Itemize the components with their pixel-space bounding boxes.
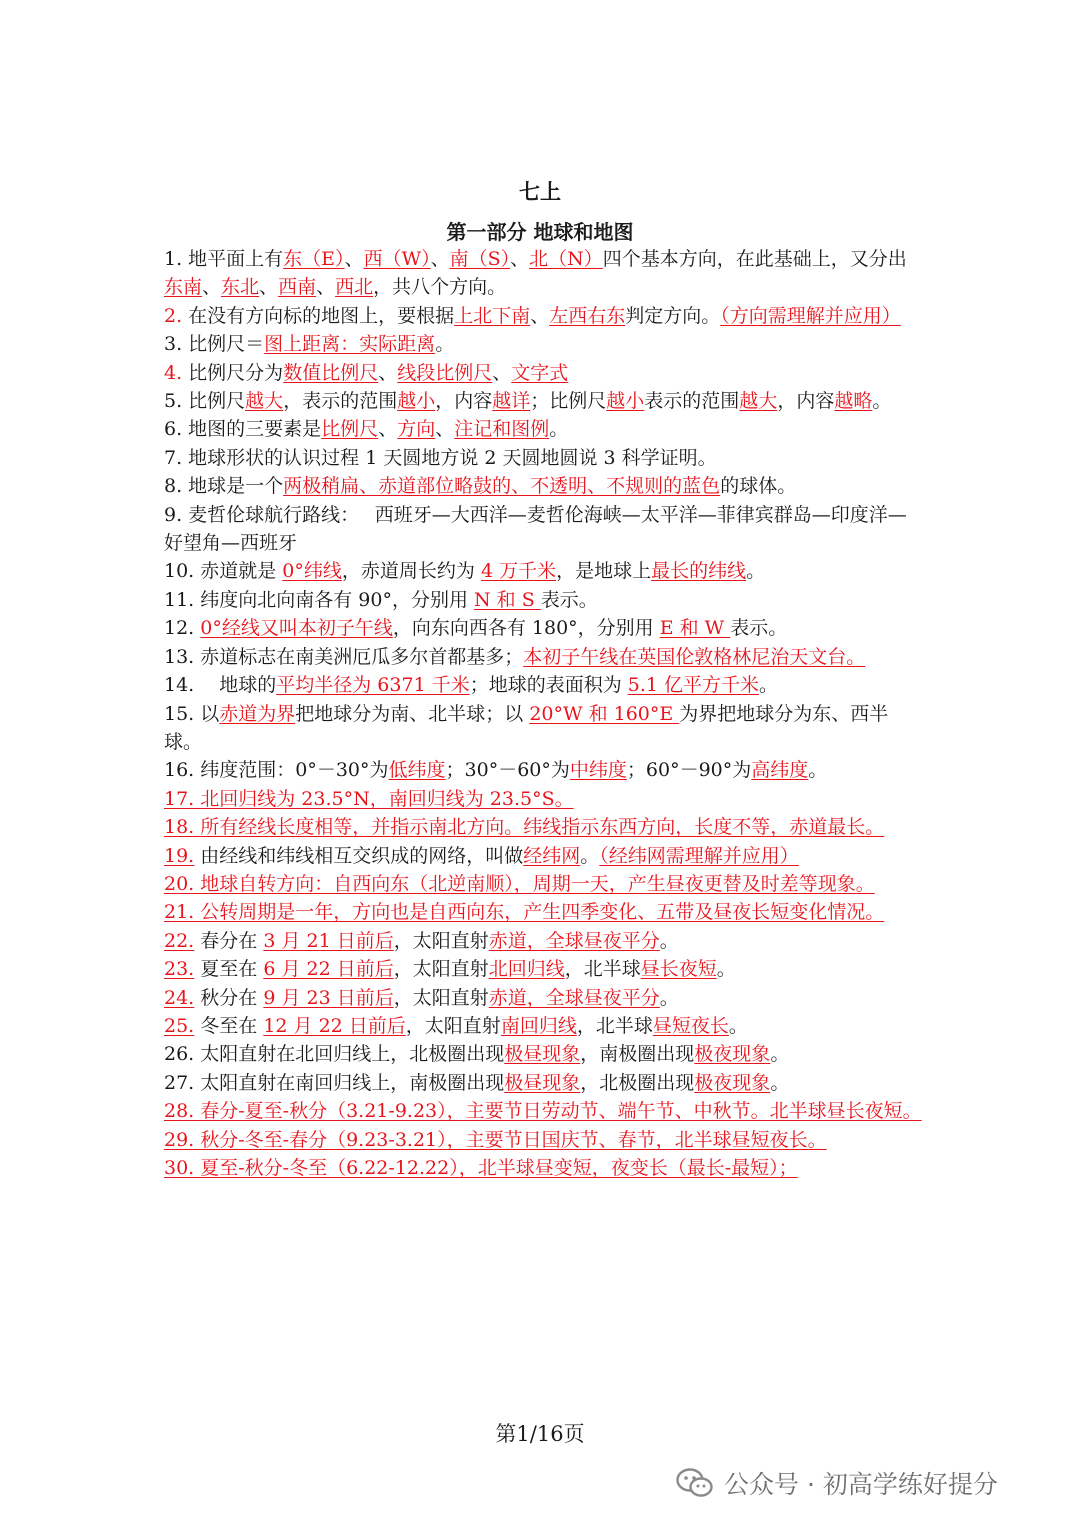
note-text: 昼长夜短 xyxy=(640,958,717,981)
note-text: ，太阳直射 xyxy=(393,929,489,952)
note-text: 。 xyxy=(770,1043,790,1066)
note-text: 。 xyxy=(659,986,679,1009)
note-text: 为界把地球分为东、西半球。 xyxy=(164,702,889,753)
note-text: 、 xyxy=(378,418,398,441)
note-text: 、 xyxy=(435,418,455,441)
note-text: 18. 所有经线长度相等，并指示南北方向。纬线指示东西方向，长度不等，赤道最长。 xyxy=(164,816,885,839)
note-text: ；地球的表面积为 xyxy=(469,674,628,697)
note-text: 14. 地球的 xyxy=(164,674,277,697)
note-text: 4 万千米 xyxy=(480,560,557,583)
note-text: 南回归线 xyxy=(500,1014,577,1037)
note-text: 赤道，全球昼夜平分 xyxy=(488,986,660,1009)
note-text: 。 xyxy=(659,929,679,952)
note-text: 数值比例尺 xyxy=(283,361,379,384)
notes-content xyxy=(164,245,924,1182)
note-text: ，内容 xyxy=(777,390,835,413)
note-item xyxy=(164,472,924,500)
note-text: 比例尺 xyxy=(321,418,379,441)
note-text: ，内容 xyxy=(435,390,493,413)
note-text: 5. 比例尺 xyxy=(164,390,246,413)
note-text: 2. xyxy=(164,304,183,327)
note-text: 26. 太阳直射在北回归线上，北极圈出现 xyxy=(164,1043,505,1066)
note-text: 把地球分为南、北半球；以 xyxy=(295,702,530,725)
note-text: E 和 W xyxy=(659,617,731,640)
note-text: ；60°－90°为 xyxy=(626,759,752,782)
note-text: 10. 赤道就是 xyxy=(164,560,283,583)
note-item xyxy=(164,955,924,983)
note-text: 东南 xyxy=(164,276,203,299)
note-text: 文字式 xyxy=(511,361,569,384)
note-item xyxy=(164,842,924,870)
wechat-icon xyxy=(676,1467,714,1499)
note-text: 11. 纬度向北向南各有 90°，分别用 xyxy=(164,588,475,611)
note-text: 。 xyxy=(716,958,736,981)
note-text: 极昼现象 xyxy=(504,1071,581,1094)
note-item xyxy=(164,359,924,387)
note-text: 春分在 xyxy=(194,929,264,952)
note-text: 0°纬线 xyxy=(282,560,342,583)
note-item xyxy=(164,785,924,813)
note-text: 北（N） xyxy=(529,248,603,270)
note-text: 西南 xyxy=(278,276,317,299)
note-text: 25. xyxy=(164,1014,195,1037)
note-text: 越大 xyxy=(739,390,778,413)
note-text: ，共八个方向。 xyxy=(373,276,507,299)
note-text: 极夜现象 xyxy=(694,1043,771,1066)
note-item xyxy=(164,415,924,443)
note-text: 23. xyxy=(164,958,195,981)
note-text: ，北半球 xyxy=(576,1014,653,1037)
note-text: （方向需理解并应用） xyxy=(720,304,901,327)
note-text: 秋分在 xyxy=(194,986,264,1009)
note-text: 3. 比例尺＝ xyxy=(164,333,265,356)
note-text: 28. 春分-夏至-秋分（3.21-9.23），主要节日劳动节、端午节、中秋节。北半球昼长夜短。 xyxy=(164,1100,922,1123)
note-text: 5.1 亿平方千米 xyxy=(627,674,760,697)
note-text: 0°经线又叫本初子午线 xyxy=(200,617,393,640)
note-text: ，太阳直射 xyxy=(405,1014,501,1037)
note-text: 表示的范围 xyxy=(644,390,740,413)
note-text: 3 月 21 日前后 xyxy=(263,929,394,952)
note-text: 由经线和纬线相互交织成的网络，叫做 xyxy=(194,844,524,867)
note-text: 东北 xyxy=(221,276,260,299)
note-text: 12 月 22 日前后 xyxy=(263,1014,406,1037)
note-text: （经纬网需理解并应用） xyxy=(599,844,799,867)
note-text: 低纬度 xyxy=(388,759,446,782)
note-text: 。 xyxy=(759,674,779,697)
note-item xyxy=(164,330,924,358)
note-text: 极夜现象 xyxy=(694,1071,771,1094)
note-text: 方向 xyxy=(397,418,436,441)
note-item xyxy=(164,387,924,415)
note-text: 越详 xyxy=(492,390,531,413)
note-item xyxy=(164,671,924,699)
note-text: 6. 地图的三要素是 xyxy=(164,418,322,441)
note-text: 20°W 和 160°E xyxy=(529,702,680,725)
note-text: 夏至在 xyxy=(194,958,264,981)
note-text: 越小 xyxy=(397,390,436,413)
note-text: ，向东向西各有 180°，分别用 xyxy=(392,617,660,640)
note-text: 29. 秋分-冬至-春分（9.23-3.21），主要节日国庆节、春节，北半球昼短夜长。 xyxy=(164,1128,827,1151)
note-text: ；比例尺 xyxy=(530,390,607,413)
note-text: ，北半球 xyxy=(564,958,641,981)
note-text: 北回归线 xyxy=(488,958,565,981)
note-text: 22. xyxy=(164,929,195,952)
note-text: 中纬度 xyxy=(569,759,627,782)
page-title: 七上 xyxy=(519,179,561,204)
note-text: 平均半径为 6371 千米 xyxy=(276,674,470,697)
note-text: 越大 xyxy=(245,390,284,413)
note-text: 极昼现象 xyxy=(504,1043,581,1066)
note-text: 赤道，全球昼夜平分 xyxy=(488,929,660,952)
note-text: 。 xyxy=(746,560,766,583)
note-item xyxy=(164,557,924,585)
note-item xyxy=(164,1012,924,1040)
note-text: 、 xyxy=(430,248,450,270)
note-text: 越略 xyxy=(834,390,873,413)
note-text: 13. 赤道标志在南美洲厄瓜多尔首都基多； xyxy=(164,645,524,668)
note-text: 1. 地平面上有 xyxy=(164,248,284,270)
note-item xyxy=(164,813,924,841)
note-text: 。 xyxy=(549,418,569,441)
note-text: 西北 xyxy=(335,276,374,299)
note-text: 9. 麦哲伦球航行路线： 西班牙—大西洋—麦哲伦海峡—太平洋—菲律宾群岛—印度洋—好望角—西班牙 xyxy=(164,503,907,555)
note-text: 19. xyxy=(164,844,195,867)
note-text: 17. 北回归线为 23.5°N，南回归线为 23.5°S。 xyxy=(164,787,574,810)
watermark xyxy=(676,1461,998,1505)
note-text: 越小 xyxy=(606,390,645,413)
note-text: ，南极圈出现 xyxy=(580,1043,695,1066)
note-item xyxy=(164,302,924,330)
note-item xyxy=(164,1069,924,1097)
note-text: 。 xyxy=(435,333,455,356)
note-text: 本初子午线在英国伦敦格林尼治天文台。 xyxy=(523,645,866,668)
note-text: 7. 地球形状的认识过程 1 天圆地方说 2 天圆地圆说 3 科学证明。 xyxy=(164,446,717,469)
note-text: 、 xyxy=(378,361,398,384)
note-item xyxy=(164,898,924,926)
note-text: 6 月 22 日前后 xyxy=(263,958,394,981)
note-text: 图上距离：实际距离 xyxy=(264,333,436,356)
note-item xyxy=(164,643,924,671)
note-text: 。 xyxy=(580,844,600,867)
note-text: 上北下南 xyxy=(454,304,531,327)
note-text: 15. 以 xyxy=(164,702,220,725)
note-text: 经纬网 xyxy=(523,844,581,867)
note-text: 线段比例尺 xyxy=(397,361,493,384)
note-text: 冬至在 xyxy=(194,1014,264,1037)
note-text: 四个基本方向，在此基础上，又分出 xyxy=(602,248,907,270)
note-item xyxy=(164,1154,924,1182)
note-text: 表示。 xyxy=(540,588,598,611)
note-item xyxy=(164,586,924,614)
note-item xyxy=(164,700,924,757)
note-item xyxy=(164,444,924,472)
note-text: 20. 地球自转方向：自西向东（北逆南顺），周期一天，产生昼夜更替及时差等现象。 xyxy=(164,872,875,895)
note-text: 16. 纬度范围：0°－30°为 xyxy=(164,759,389,782)
note-text: 的球体。 xyxy=(720,475,797,498)
note-text: 8. 地球是一个 xyxy=(164,475,284,498)
note-text: 比例尺分为 xyxy=(182,361,284,384)
note-text: 27. 太阳直射在南回归线上，南极圈出现 xyxy=(164,1071,505,1094)
note-text: 高纬度 xyxy=(751,759,809,782)
note-text: 9 月 23 日前后 xyxy=(263,986,394,1009)
note-text: 在没有方向标的地图上，要根据 xyxy=(182,304,455,327)
note-text: 。 xyxy=(728,1014,748,1037)
note-item xyxy=(164,927,924,955)
note-item xyxy=(164,1040,924,1068)
note-item xyxy=(164,501,924,558)
note-text: 表示。 xyxy=(730,617,788,640)
note-text: ，北极圈出现 xyxy=(580,1071,695,1094)
note-text: 赤道为界 xyxy=(219,702,296,725)
note-text: 最长的纬线 xyxy=(651,560,747,583)
note-text: 东（E） xyxy=(283,248,345,270)
note-text: 判定方向。 xyxy=(625,304,721,327)
note-text: 西（W） xyxy=(363,248,431,270)
note-text: 12. xyxy=(164,617,201,640)
note-text: 24. xyxy=(164,986,195,1009)
note-item xyxy=(164,1126,924,1154)
page-number: 第1/16页 xyxy=(495,1422,585,1446)
note-item xyxy=(164,984,924,1012)
note-text: 两极稍扁、赤道部位略鼓的、不透明、不规则的蓝色 xyxy=(283,475,721,498)
note-text: 。 xyxy=(808,759,828,782)
note-item xyxy=(164,870,924,898)
note-text: ，表示的范围 xyxy=(283,390,398,413)
note-text: 昼短夜长 xyxy=(652,1014,729,1037)
note-item xyxy=(164,614,924,642)
note-text: 、 xyxy=(259,276,279,299)
note-text: 、 xyxy=(344,248,364,270)
note-text: 。 xyxy=(770,1071,790,1094)
watermark-text: 公众号 · 初高学练好提分 xyxy=(724,1470,998,1499)
note-text: 30. 夏至-秋分-冬至（6.22-12.22），北半球昼变短，夜变长（最长-最短）； xyxy=(164,1157,798,1179)
note-text: N 和 S xyxy=(474,588,541,611)
note-text: 、 xyxy=(202,276,222,299)
note-text: 、 xyxy=(510,248,530,270)
section-title: 第一部分 地球和地图 xyxy=(446,220,634,244)
note-item xyxy=(164,1097,924,1125)
note-item xyxy=(164,756,924,784)
note-text: 4. xyxy=(164,361,183,384)
note-item xyxy=(164,245,924,302)
note-text: 、 xyxy=(316,276,336,299)
note-text: 左西右东 xyxy=(549,304,626,327)
note-text: 21. 公转周期是一年，方向也是自西向东，产生四季变化、五带及昼夜长短变化情况。 xyxy=(164,901,885,924)
note-text: ；30°－60°为 xyxy=(445,759,570,782)
note-text: ，太阳直射 xyxy=(393,958,489,981)
note-text: 注记和图例 xyxy=(454,418,550,441)
note-text: ，太阳直射 xyxy=(393,986,489,1009)
note-text: 南（S） xyxy=(449,248,511,270)
note-text: 、 xyxy=(530,304,550,327)
note-text: 、 xyxy=(492,361,512,384)
note-text: ，是地球上 xyxy=(556,560,652,583)
note-text: 。 xyxy=(872,390,892,413)
note-text: ，赤道周长约为 xyxy=(341,560,481,583)
